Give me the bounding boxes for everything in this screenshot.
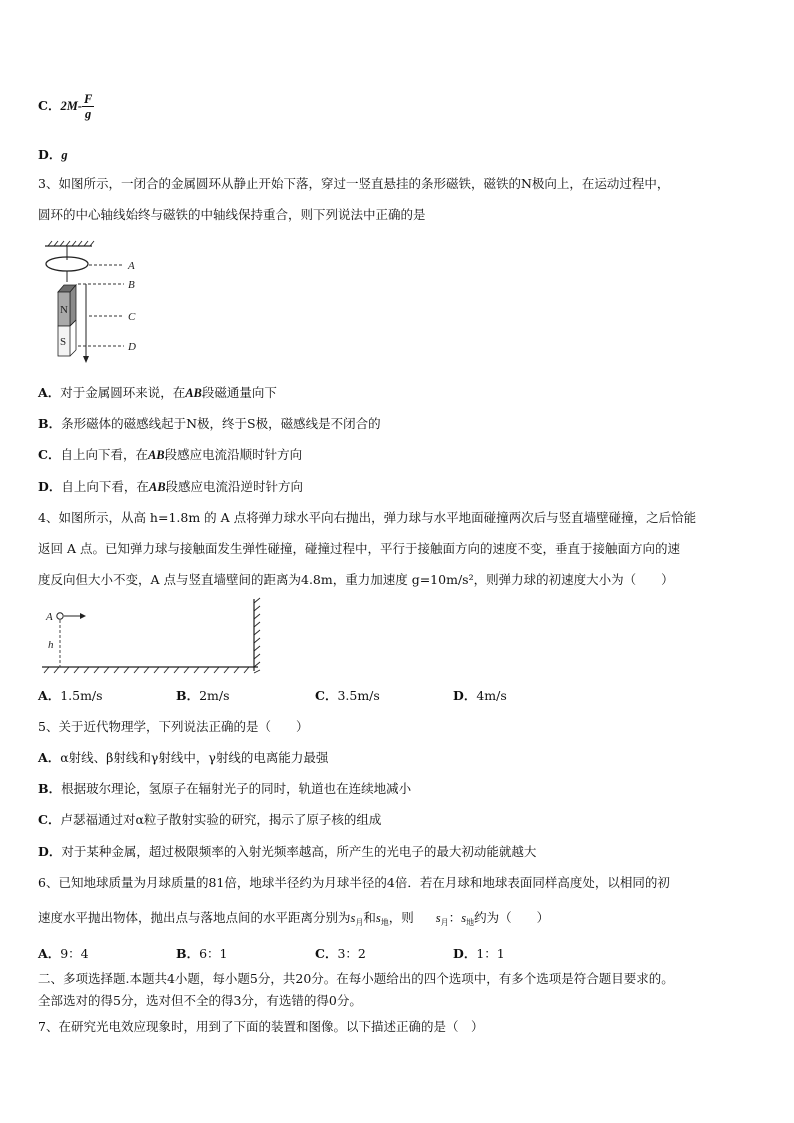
q3-option-c bbox=[38, 439, 760, 471]
option-text: α射线、β射线和γ射线中，γ射线的电离能力最强 bbox=[60, 750, 329, 765]
question-number: 5、 bbox=[38, 719, 59, 734]
question-stem: 圆环的中心轴线始终与磁铁的中轴线保持重合，则下列说法中正确的是 bbox=[38, 207, 426, 222]
question-number: 6、 bbox=[38, 875, 59, 890]
q4-option-b bbox=[176, 680, 230, 711]
option-label: D． bbox=[38, 147, 62, 162]
label-h: h bbox=[48, 639, 54, 651]
q3-stem-line1 bbox=[38, 168, 760, 199]
question-stem: 在研究光电效应现象时，用到了下面的装置和图像。以下描述正确的是（ ） bbox=[58, 1019, 484, 1034]
option-label: D． bbox=[453, 946, 477, 961]
option-label: C． bbox=[315, 946, 338, 961]
label-n: N bbox=[60, 304, 68, 316]
label-c: C bbox=[128, 311, 136, 323]
option-text: 卢瑟福通过对α粒子散射实验的研究，揭示了原子核的组成 bbox=[60, 812, 382, 827]
subscript-earth: 地 bbox=[466, 918, 475, 927]
fraction-numerator: F bbox=[83, 92, 93, 106]
option-label: A． bbox=[38, 750, 61, 765]
q5-option-d bbox=[38, 836, 760, 867]
q4-option-c bbox=[315, 680, 380, 711]
option-label: C． bbox=[315, 688, 338, 703]
option-var: AB bbox=[148, 480, 166, 494]
q6-option-d bbox=[453, 938, 505, 969]
option-var: AB bbox=[185, 386, 202, 400]
q3-option-a bbox=[38, 377, 760, 409]
question-stem: 度反向但大小不变，A 点与竖直墙壁间的距离为4.8m，重力加速度 g=10m/s²，则弹力球的初速度大小为（ ） bbox=[38, 572, 674, 587]
q6-stem-line1 bbox=[38, 867, 760, 898]
question-stem: 约为（ ） bbox=[474, 910, 550, 925]
q4-stem-line1 bbox=[38, 502, 760, 533]
q5-stem bbox=[38, 711, 760, 742]
section2-heading-line1 bbox=[38, 968, 760, 990]
option-label: B． bbox=[38, 416, 62, 431]
fraction-denominator: g bbox=[85, 107, 92, 121]
s-symbol: s bbox=[435, 911, 441, 925]
option-label: D． bbox=[38, 844, 62, 859]
ratio-colon: ： bbox=[448, 910, 462, 925]
option-label: D． bbox=[38, 479, 62, 494]
option-text: 条形磁体的磁感线起于N极，终于S极，磁感线是不闭合的 bbox=[61, 416, 381, 431]
question-number: 7、 bbox=[38, 1019, 59, 1034]
option-label: B． bbox=[38, 781, 62, 796]
option-text: 对于某种金属，超过极限频率的入射光频率越高，所产生的光电子的最大初动能就越大 bbox=[61, 844, 537, 859]
s-symbol: s bbox=[461, 911, 467, 925]
section-heading: 全部选对的得5分，选对但不全的得3分，有选错的得0分。 bbox=[38, 993, 362, 1008]
q3-magnet-ring-figure bbox=[40, 240, 150, 365]
s-symbol: s bbox=[375, 911, 381, 925]
label-b: B bbox=[128, 279, 135, 291]
option-label: A． bbox=[38, 946, 61, 961]
q5-option-b bbox=[38, 773, 760, 804]
question-stem: 返回 A 点。已知弹力球与接触面发生弹性碰撞，碰撞过程中，平行于接触面方向的速度不变，垂直于接触面方向的速 bbox=[38, 541, 680, 556]
conjunction: ，则 bbox=[388, 910, 414, 925]
option-label: C． bbox=[38, 812, 61, 827]
q5-option-c bbox=[38, 804, 760, 835]
subscript-earth: 地 bbox=[380, 918, 389, 927]
subscript-moon: 月 bbox=[440, 918, 449, 927]
option-text: 9：4 bbox=[60, 946, 89, 961]
option-text: 段感应电流沿顺时针方向 bbox=[164, 447, 303, 462]
question-stem: 关于近代物理学，下列说法正确的是（ ） bbox=[58, 719, 309, 734]
option-text: 4m/s bbox=[476, 688, 507, 703]
q5-option-a bbox=[38, 742, 760, 773]
option-text: 6：1 bbox=[199, 946, 228, 961]
q6-option-b bbox=[176, 938, 227, 969]
question-stem: 如图所示，一闭合的金属圆环从静止开始下落，穿过一竖直悬挂的条形磁铁，磁铁的N极向上，在运动过程中， bbox=[58, 176, 670, 191]
subscript-moon: 月 bbox=[355, 918, 364, 927]
option-label: B． bbox=[176, 688, 200, 703]
option-label: A． bbox=[38, 385, 61, 400]
question-stem: 速度水平抛出物体，抛出点与落地点间的水平距离分别为 bbox=[38, 910, 351, 925]
q4-stem-line3 bbox=[38, 564, 760, 595]
q6-option-a bbox=[38, 938, 89, 969]
option-text: 1.5m/s bbox=[60, 688, 103, 703]
option-label: C． bbox=[38, 98, 61, 113]
option-text: 自上向下看，在 bbox=[61, 479, 149, 494]
label-s: S bbox=[60, 336, 67, 348]
option-text: 3：2 bbox=[337, 946, 366, 961]
q6-stem-line2 bbox=[38, 902, 760, 938]
q4-option-d bbox=[453, 680, 507, 711]
option-label: B． bbox=[176, 946, 200, 961]
question-number: 4、 bbox=[38, 510, 59, 525]
q2-option-d bbox=[38, 139, 760, 171]
question-stem: 如图所示，从高 h=1.8m 的 A 点将弹力球水平向右抛出，弹力球与水平地面碰撞两次后与竖直墙壁碰撞，之后恰能 bbox=[58, 510, 697, 525]
option-text: 段磁通量向下 bbox=[201, 385, 277, 400]
q6-option-c bbox=[315, 938, 366, 969]
label-a: A bbox=[128, 260, 135, 272]
q2-option-c bbox=[38, 90, 760, 122]
option-text: 对于金属圆环来说，在 bbox=[60, 385, 186, 400]
option-var: AB bbox=[147, 448, 165, 462]
option-text: 3.5m/s bbox=[337, 688, 380, 703]
q3-option-d bbox=[38, 471, 760, 503]
option-label: A． bbox=[38, 688, 61, 703]
option-label: D． bbox=[453, 688, 477, 703]
label-a: A bbox=[46, 611, 53, 623]
section2-heading-line2 bbox=[38, 990, 760, 1012]
option-expression: 2M- bbox=[60, 99, 82, 113]
option-text: 根据玻尔理论，氢原子在辐射光子的同时，轨道也在连续地减小 bbox=[61, 781, 412, 796]
fraction-f-over-g bbox=[82, 92, 94, 121]
ball bbox=[57, 613, 63, 619]
q3-option-b bbox=[38, 408, 760, 439]
option-text: g bbox=[61, 148, 68, 162]
option-text: 段感应电流沿逆时针方向 bbox=[165, 479, 304, 494]
q4-ball-wall-figure bbox=[40, 597, 270, 677]
s-symbol: s bbox=[350, 911, 356, 925]
option-text: 自上向下看，在 bbox=[60, 447, 148, 462]
q4-stem-line2 bbox=[38, 533, 760, 564]
q4-option-a bbox=[38, 680, 103, 711]
question-stem: 已知地球质量为月球质量的81倍，地球半径约为月球半径的4倍．若在月球和地球表面同样高度处，以相同的初 bbox=[58, 875, 670, 890]
q7-stem bbox=[38, 1011, 760, 1042]
option-label: C． bbox=[38, 447, 61, 462]
q3-stem-line2 bbox=[38, 199, 760, 230]
option-text: 2m/s bbox=[199, 688, 230, 703]
section-heading: 二、多项选择题.本题共4小题，每小题5分，共20分。在每小题给出的四个选项中，有多个选项是符合题目要求的。 bbox=[38, 971, 674, 986]
label-d: D bbox=[128, 341, 136, 353]
option-text: 1：1 bbox=[476, 946, 505, 961]
question-number: 3、 bbox=[38, 176, 59, 191]
conjunction: 和 bbox=[363, 910, 376, 925]
